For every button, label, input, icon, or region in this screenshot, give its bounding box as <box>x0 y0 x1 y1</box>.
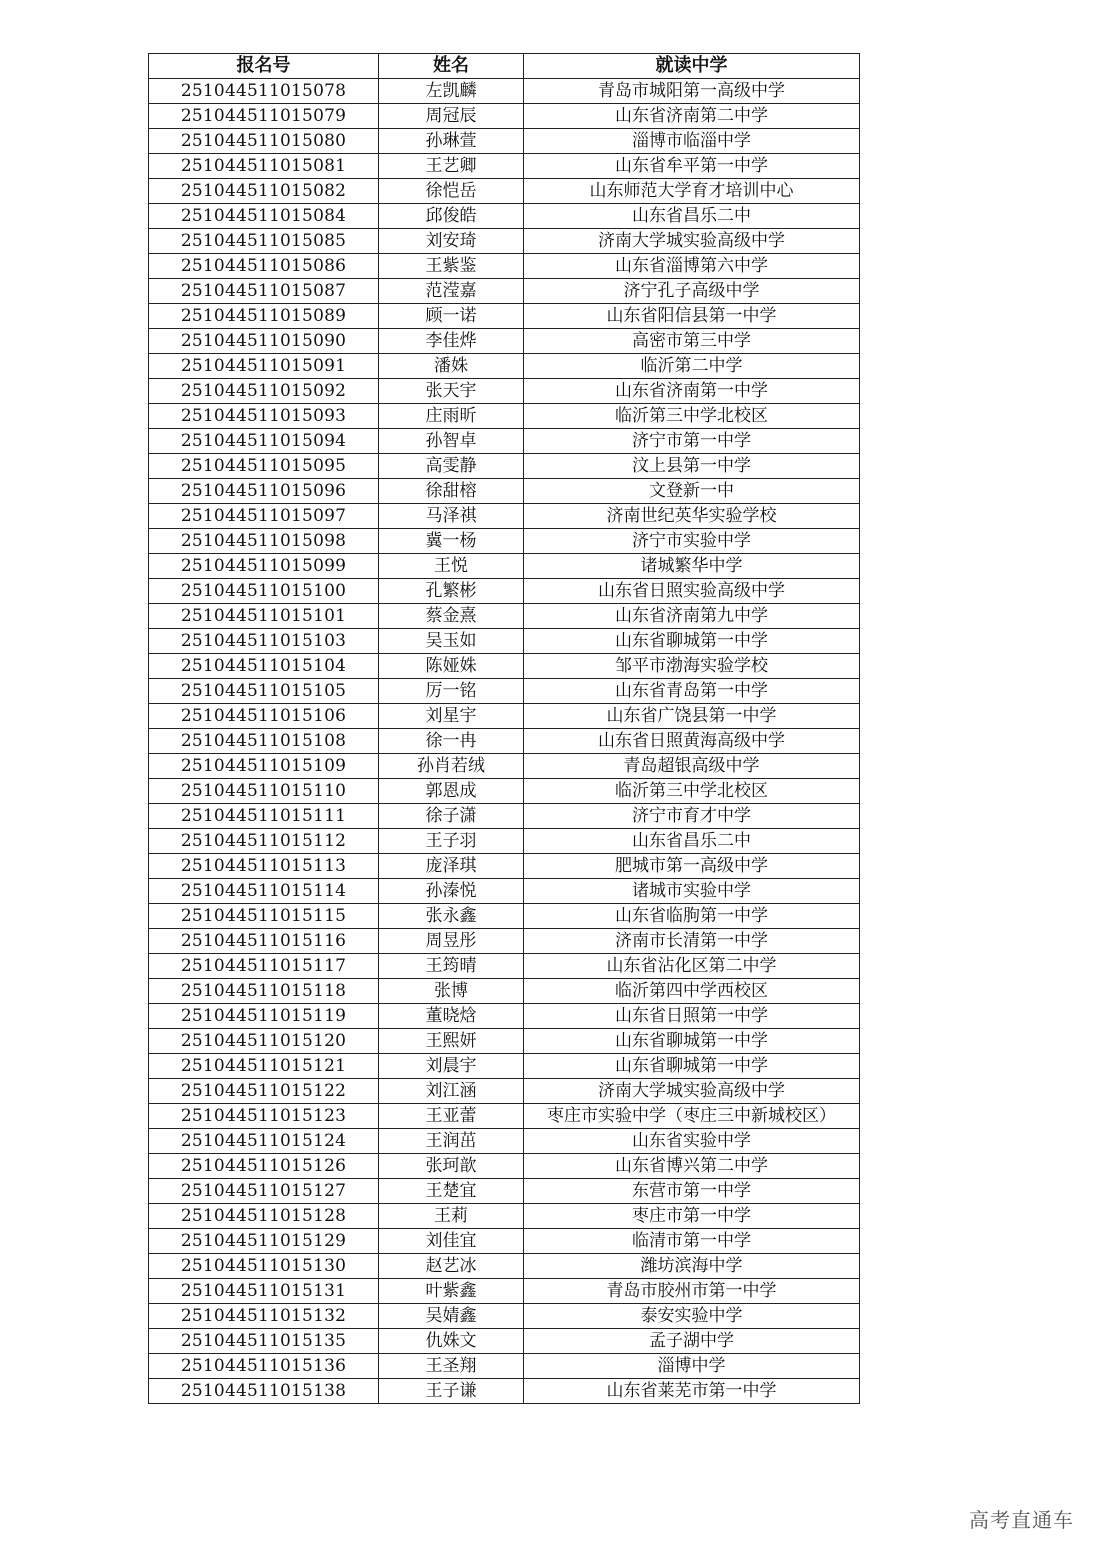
school-cell: 淄博中学 <box>524 1354 860 1379</box>
student-name-cell: 张天宇 <box>379 379 524 404</box>
registration-number-cell: 251044511015108 <box>149 729 379 754</box>
table-row <box>149 204 860 229</box>
student-name-cell: 吴婧鑫 <box>379 1304 524 1329</box>
school-cell: 山东省沾化区第二中学 <box>524 954 860 979</box>
registration-number-cell: 251044511015111 <box>149 804 379 829</box>
school-cell: 山东省淄博第六中学 <box>524 254 860 279</box>
registration-number-cell: 251044511015078 <box>149 79 379 104</box>
table-row <box>149 804 860 829</box>
table-row <box>149 1079 860 1104</box>
student-name-cell: 马泽祺 <box>379 504 524 529</box>
table-row <box>149 879 860 904</box>
student-name-cell: 冀一杨 <box>379 529 524 554</box>
student-name-cell: 庞泽琪 <box>379 854 524 879</box>
registration-number-cell: 251044511015132 <box>149 1304 379 1329</box>
student-name-cell: 吴玉如 <box>379 629 524 654</box>
registration-number-cell: 251044511015098 <box>149 529 379 554</box>
registration-number-cell: 251044511015106 <box>149 704 379 729</box>
school-cell: 肥城市第一高级中学 <box>524 854 860 879</box>
school-cell: 山东省阳信县第一中学 <box>524 304 860 329</box>
header-row <box>149 54 860 79</box>
registration-number-cell: 251044511015112 <box>149 829 379 854</box>
admission-list-table <box>148 53 860 1404</box>
school-cell: 青岛超银高级中学 <box>524 754 860 779</box>
student-name-cell: 王子谦 <box>379 1379 524 1404</box>
table-row <box>149 1354 860 1379</box>
school-cell: 济南大学城实验高级中学 <box>524 1079 860 1104</box>
school-cell: 山东省聊城第一中学 <box>524 1054 860 1079</box>
student-name-cell: 孔繁彬 <box>379 579 524 604</box>
school-cell: 山东省济南第一中学 <box>524 379 860 404</box>
registration-number-cell: 251044511015136 <box>149 1354 379 1379</box>
watermark: 高考直通车 <box>969 1508 1074 1532</box>
school-cell: 高密市第三中学 <box>524 329 860 354</box>
registration-number-cell: 251044511015123 <box>149 1104 379 1129</box>
school-cell: 济宁市育才中学 <box>524 804 860 829</box>
student-name-cell: 庄雨昕 <box>379 404 524 429</box>
student-name-cell: 顾一诺 <box>379 304 524 329</box>
table-row <box>149 154 860 179</box>
table-row <box>149 1054 860 1079</box>
table-header <box>149 54 860 79</box>
table-row <box>149 604 860 629</box>
registration-number-cell: 251044511015084 <box>149 204 379 229</box>
student-name-cell: 王艺卿 <box>379 154 524 179</box>
school-cell: 山东省日照第一中学 <box>524 1004 860 1029</box>
student-name-cell: 董晓焓 <box>379 1004 524 1029</box>
table-row <box>149 179 860 204</box>
table-row <box>149 1204 860 1229</box>
student-name-cell: 王子羽 <box>379 829 524 854</box>
table-row <box>149 704 860 729</box>
student-name-cell: 王亚蕾 <box>379 1104 524 1129</box>
school-cell: 临沂第三中学北校区 <box>524 404 860 429</box>
school-cell: 济宁孔子高级中学 <box>524 279 860 304</box>
student-name-cell: 刘佳宜 <box>379 1229 524 1254</box>
school-cell: 青岛市城阳第一高级中学 <box>524 79 860 104</box>
school-cell: 山东省济南第二中学 <box>524 104 860 129</box>
registration-number-cell: 251044511015114 <box>149 879 379 904</box>
registration-number-cell: 251044511015105 <box>149 679 379 704</box>
registration-number-cell: 251044511015092 <box>149 379 379 404</box>
registration-number-cell: 251044511015091 <box>149 354 379 379</box>
table-row <box>149 504 860 529</box>
student-name-cell: 刘星宇 <box>379 704 524 729</box>
school-cell: 文登新一中 <box>524 479 860 504</box>
school-cell: 山东师范大学育才培训中心 <box>524 179 860 204</box>
header-registration-number: 报名号 <box>149 54 379 79</box>
registration-number-cell: 251044511015096 <box>149 479 379 504</box>
student-name-cell: 邱俊皓 <box>379 204 524 229</box>
table-row <box>149 1004 860 1029</box>
table-row <box>149 454 860 479</box>
school-cell: 山东省博兴第二中学 <box>524 1154 860 1179</box>
student-name-cell: 刘江涵 <box>379 1079 524 1104</box>
student-name-cell: 孙溱悦 <box>379 879 524 904</box>
registration-number-cell: 251044511015101 <box>149 604 379 629</box>
school-cell: 山东省实验中学 <box>524 1129 860 1154</box>
student-name-cell: 厉一铭 <box>379 679 524 704</box>
table-row <box>149 229 860 254</box>
school-cell: 山东省青岛第一中学 <box>524 679 860 704</box>
registration-number-cell: 251044511015138 <box>149 1379 379 1404</box>
table-row <box>149 529 860 554</box>
student-name-cell: 张永鑫 <box>379 904 524 929</box>
registration-number-cell: 251044511015124 <box>149 1129 379 1154</box>
student-name-cell: 刘安琦 <box>379 229 524 254</box>
student-name-cell: 王筠晴 <box>379 954 524 979</box>
student-name-cell: 叶紫鑫 <box>379 1279 524 1304</box>
registration-number-cell: 251044511015128 <box>149 1204 379 1229</box>
table-row <box>149 654 860 679</box>
table-body <box>149 79 860 1404</box>
student-name-cell: 王熙妍 <box>379 1029 524 1054</box>
school-cell: 汶上县第一中学 <box>524 454 860 479</box>
registration-number-cell: 251044511015129 <box>149 1229 379 1254</box>
school-cell: 济南市长清第一中学 <box>524 929 860 954</box>
registration-number-cell: 251044511015089 <box>149 304 379 329</box>
table-row <box>149 729 860 754</box>
table-row <box>149 379 860 404</box>
table-row <box>149 479 860 504</box>
table-row <box>149 254 860 279</box>
school-cell: 山东省聊城第一中学 <box>524 1029 860 1054</box>
registration-number-cell: 251044511015104 <box>149 654 379 679</box>
registration-number-cell: 251044511015090 <box>149 329 379 354</box>
student-name-cell: 徐子潇 <box>379 804 524 829</box>
school-cell: 邹平市渤海实验学校 <box>524 654 860 679</box>
registration-number-cell: 251044511015082 <box>149 179 379 204</box>
registration-number-cell: 251044511015131 <box>149 1279 379 1304</box>
school-cell: 济南大学城实验高级中学 <box>524 229 860 254</box>
student-name-cell: 左凯麟 <box>379 79 524 104</box>
table-row <box>149 779 860 804</box>
student-name-cell: 高雯静 <box>379 454 524 479</box>
school-cell: 潍坊滨海中学 <box>524 1254 860 1279</box>
registration-number-cell: 251044511015103 <box>149 629 379 654</box>
table-row <box>149 1329 860 1354</box>
registration-number-cell: 251044511015127 <box>149 1179 379 1204</box>
school-cell: 山东省济南第九中学 <box>524 604 860 629</box>
table-row <box>149 279 860 304</box>
table-row <box>149 854 860 879</box>
school-cell: 山东省日照实验高级中学 <box>524 579 860 604</box>
school-cell: 山东省广饶县第一中学 <box>524 704 860 729</box>
school-cell: 诸城市实验中学 <box>524 879 860 904</box>
table-row <box>149 754 860 779</box>
table-row <box>149 404 860 429</box>
registration-number-cell: 251044511015120 <box>149 1029 379 1054</box>
registration-number-cell: 251044511015097 <box>149 504 379 529</box>
table-row <box>149 1304 860 1329</box>
school-cell: 淄博市临淄中学 <box>524 129 860 154</box>
student-name-cell: 徐恺岳 <box>379 179 524 204</box>
registration-number-cell: 251044511015117 <box>149 954 379 979</box>
student-name-cell: 王圣翔 <box>379 1354 524 1379</box>
school-cell: 临沂第四中学西校区 <box>524 979 860 1004</box>
table-row <box>149 129 860 154</box>
table-row <box>149 904 860 929</box>
school-cell: 济南世纪英华实验学校 <box>524 504 860 529</box>
school-cell: 临沂第三中学北校区 <box>524 779 860 804</box>
student-name-cell: 徐甜榕 <box>379 479 524 504</box>
school-cell: 山东省莱芜市第一中学 <box>524 1379 860 1404</box>
school-cell: 枣庄市第一中学 <box>524 1204 860 1229</box>
registration-number-cell: 251044511015110 <box>149 779 379 804</box>
student-name-cell: 张珂歆 <box>379 1154 524 1179</box>
table-row <box>149 1379 860 1404</box>
table-row <box>149 979 860 1004</box>
registration-number-cell: 251044511015121 <box>149 1054 379 1079</box>
school-cell: 泰安实验中学 <box>524 1304 860 1329</box>
table-row <box>149 929 860 954</box>
student-name-cell: 孙肖若绒 <box>379 754 524 779</box>
registration-number-cell: 251044511015119 <box>149 1004 379 1029</box>
school-cell: 山东省日照黄海高级中学 <box>524 729 860 754</box>
table-row <box>149 1254 860 1279</box>
table-row <box>149 304 860 329</box>
student-name-cell: 王楚宜 <box>379 1179 524 1204</box>
school-cell: 枣庄市实验中学（枣庄三中新城校区） <box>524 1104 860 1129</box>
school-cell: 山东省昌乐二中 <box>524 204 860 229</box>
table-row <box>149 629 860 654</box>
student-name-cell: 孙智卓 <box>379 429 524 454</box>
student-name-cell: 张博 <box>379 979 524 1004</box>
header-school: 就读中学 <box>524 54 860 79</box>
table-row <box>149 329 860 354</box>
registration-number-cell: 251044511015115 <box>149 904 379 929</box>
registration-number-cell: 251044511015130 <box>149 1254 379 1279</box>
student-name-cell: 范滢嘉 <box>379 279 524 304</box>
school-cell: 孟子湖中学 <box>524 1329 860 1354</box>
registration-number-cell: 251044511015116 <box>149 929 379 954</box>
registration-number-cell: 251044511015122 <box>149 1079 379 1104</box>
table-row <box>149 104 860 129</box>
registration-number-cell: 251044511015079 <box>149 104 379 129</box>
school-cell: 山东省昌乐二中 <box>524 829 860 854</box>
registration-number-cell: 251044511015081 <box>149 154 379 179</box>
school-cell: 山东省临朐第一中学 <box>524 904 860 929</box>
student-name-cell: 周昱彤 <box>379 929 524 954</box>
registration-number-cell: 251044511015099 <box>149 554 379 579</box>
school-cell: 济宁市实验中学 <box>524 529 860 554</box>
student-name-cell: 徐一冉 <box>379 729 524 754</box>
table-row <box>149 1179 860 1204</box>
student-name-cell: 李佳烨 <box>379 329 524 354</box>
table-row <box>149 1229 860 1254</box>
school-cell: 山东省聊城第一中学 <box>524 629 860 654</box>
registration-number-cell: 251044511015118 <box>149 979 379 1004</box>
registration-number-cell: 251044511015135 <box>149 1329 379 1354</box>
table-row <box>149 829 860 854</box>
table-row <box>149 429 860 454</box>
table-row <box>149 1104 860 1129</box>
school-cell: 东营市第一中学 <box>524 1179 860 1204</box>
registration-number-cell: 251044511015113 <box>149 854 379 879</box>
table-row <box>149 679 860 704</box>
student-name-cell: 郭恩成 <box>379 779 524 804</box>
school-cell: 济宁市第一中学 <box>524 429 860 454</box>
school-cell: 山东省牟平第一中学 <box>524 154 860 179</box>
registration-number-cell: 251044511015087 <box>149 279 379 304</box>
table-row <box>149 954 860 979</box>
student-name-cell: 赵艺冰 <box>379 1254 524 1279</box>
student-name-cell: 周冠辰 <box>379 104 524 129</box>
student-name-cell: 王紫鉴 <box>379 254 524 279</box>
registration-number-cell: 251044511015095 <box>149 454 379 479</box>
header-name: 姓名 <box>379 54 524 79</box>
registration-number-cell: 251044511015109 <box>149 754 379 779</box>
student-name-cell: 孙琳萱 <box>379 129 524 154</box>
registration-number-cell: 251044511015100 <box>149 579 379 604</box>
registration-number-cell: 251044511015094 <box>149 429 379 454</box>
table-row <box>149 554 860 579</box>
table-row <box>149 1029 860 1054</box>
table-row <box>149 1154 860 1179</box>
student-name-cell: 王莉 <box>379 1204 524 1229</box>
school-cell: 临沂第二中学 <box>524 354 860 379</box>
student-name-cell: 蔡金熹 <box>379 604 524 629</box>
table-row <box>149 1129 860 1154</box>
registration-number-cell: 251044511015080 <box>149 129 379 154</box>
table-row <box>149 79 860 104</box>
registration-number-cell: 251044511015126 <box>149 1154 379 1179</box>
student-name-cell: 仇姝文 <box>379 1329 524 1354</box>
registration-number-cell: 251044511015086 <box>149 254 379 279</box>
registration-number-cell: 251044511015093 <box>149 404 379 429</box>
student-name-cell: 潘姝 <box>379 354 524 379</box>
student-name-cell: 刘晨宇 <box>379 1054 524 1079</box>
table-row <box>149 354 860 379</box>
student-name-cell: 王润茁 <box>379 1129 524 1154</box>
school-cell: 临清市第一中学 <box>524 1229 860 1254</box>
school-cell: 青岛市胶州市第一中学 <box>524 1279 860 1304</box>
student-name-cell: 王悦 <box>379 554 524 579</box>
table-row <box>149 1279 860 1304</box>
school-cell: 诸城繁华中学 <box>524 554 860 579</box>
table-row <box>149 579 860 604</box>
student-name-cell: 陈娅姝 <box>379 654 524 679</box>
registration-number-cell: 251044511015085 <box>149 229 379 254</box>
